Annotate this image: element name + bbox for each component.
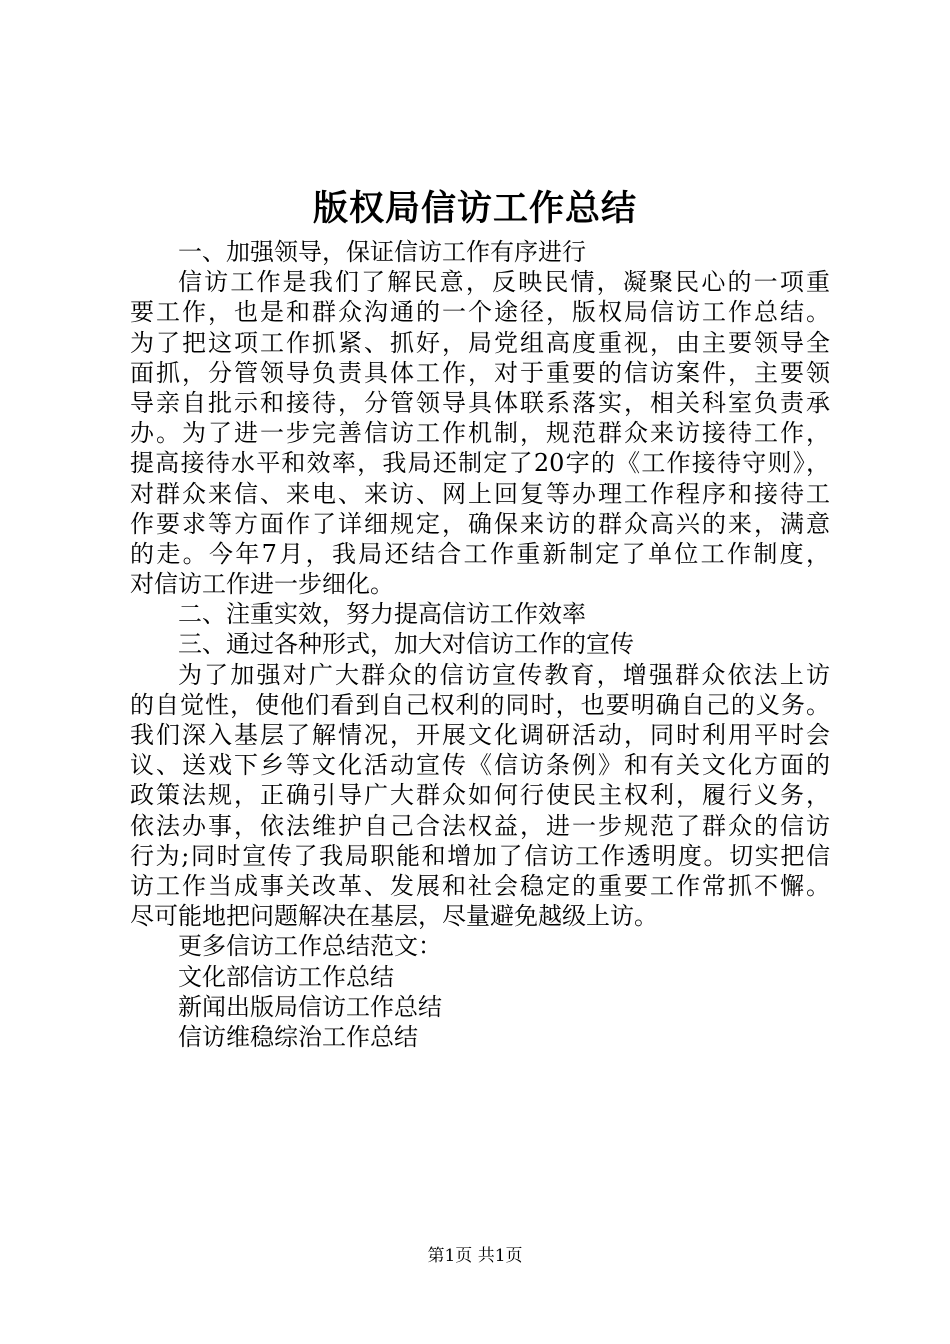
body-line: 依法办事，依法维护自己合法权益，进一步规范了群众的信访: [130, 811, 830, 840]
body-line: 信访维稳综治工作总结: [178, 1022, 418, 1051]
body-line: 作要求等方面作了详细规定，确保来访的群众高兴的来，满意: [130, 509, 830, 538]
body-line: 导亲自批示和接待，分管领导具体联系落实，相关科室负责承: [130, 388, 830, 417]
body-line: 为了把这项工作抓紧、抓好，局党组高度重视，由主要领导全: [130, 328, 830, 357]
body-line: 三、通过各种形式，加大对信访工作的宣传: [178, 630, 634, 659]
body-line: 二、注重实效，努力提高信访工作效率: [178, 600, 586, 629]
document-title: 版权局信访工作总结: [312, 188, 637, 229]
body-line: 行为;同时宣传了我局职能和增加了信访工作透明度。切实把信: [130, 841, 830, 870]
body-line: 对信访工作进一步细化。: [130, 570, 394, 599]
body-line: 对群众来信、来电、来访、网上回复等办理工作程序和接待工: [130, 479, 830, 508]
body-line: 尽可能地把问题解决在基层，尽量避免越级上访。: [130, 902, 658, 931]
body-line: 文化部信访工作总结: [178, 962, 394, 991]
body-line: 提高接待水平和效率，我局还制定了20字的《工作接待守则》，: [130, 449, 830, 478]
body-line: 的自觉性，使他们看到自己权利的同时，也要明确自己的义务。: [130, 690, 830, 719]
body-line: 我们深入基层了解情况，开展文化调研活动，同时利用平时会: [130, 721, 830, 749]
page-footer: 第1页 共1页: [427, 1246, 523, 1266]
body-line: 的走。今年7月，我局还结合工作重新制定了单位工作制度，: [130, 539, 830, 568]
body-line: 访工作当成事关改革、发展和社会稳定的重要工作常抓不懈。: [130, 871, 830, 900]
body-line: 一、加强领导，保证信访工作有序进行: [178, 238, 586, 266]
body-line: 面抓，分管领导负责具体工作，对于重要的信访案件，主要领: [130, 358, 830, 387]
body-line: 办。为了进一步完善信访工作机制，规范群众来访接待工作，: [130, 419, 830, 448]
document-body: [130, 237, 830, 1052]
body-line: 为了加强对广大群众的信访宣传教育，增强群众依法上访: [178, 660, 830, 689]
body-line: 更多信访工作总结范文：: [178, 932, 442, 961]
body-line: 政策法规，正确引导广大群众如何行使民主权利，履行义务，: [130, 781, 830, 810]
body-line: 信访工作是我们了解民意，反映民情，凝聚民心的一项重: [178, 268, 830, 297]
body-line: 新闻出版局信访工作总结: [178, 992, 442, 1021]
body-line: 议、送戏下乡等文化活动宣传《信访条例》和有关文化方面的: [130, 751, 830, 780]
body-line: 要工作，也是和群众沟通的一个途径，版权局信访工作总结。: [130, 298, 830, 327]
